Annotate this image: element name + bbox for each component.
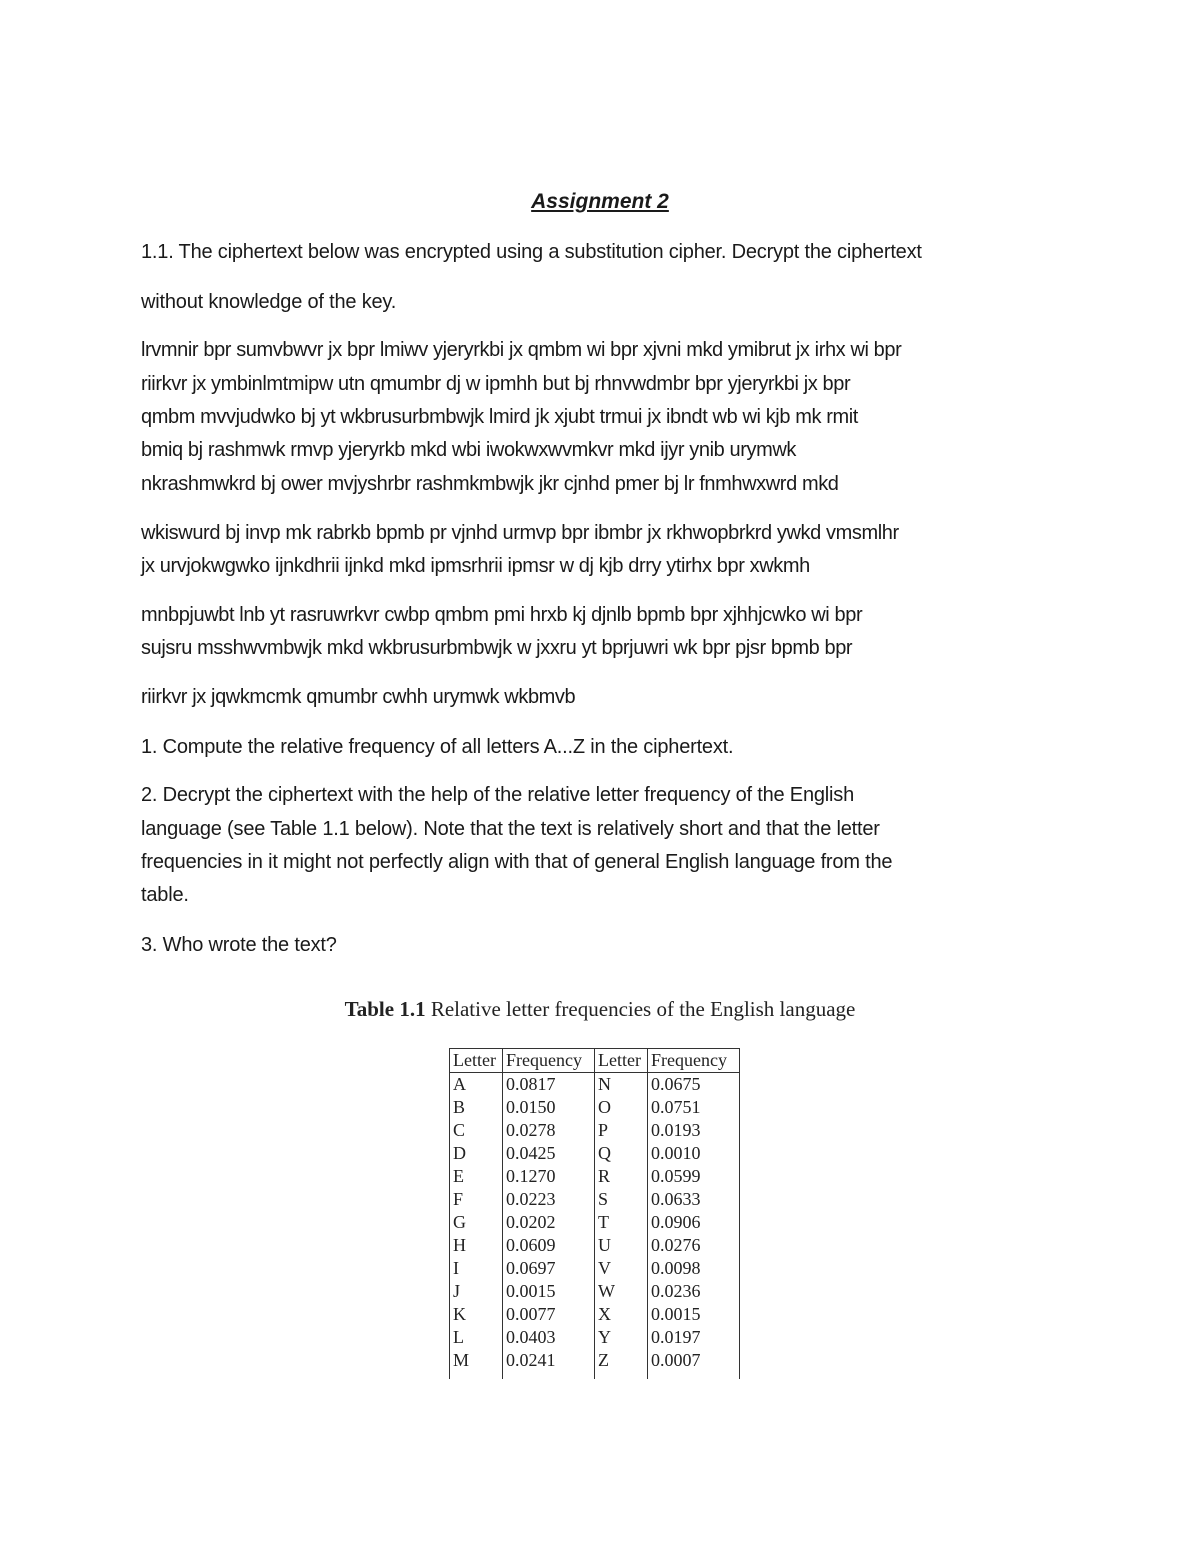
table-caption [0, 997, 1200, 1022]
ciphertext-line: sujsru msshwvmbwjk mkd wkbrusurbmbwjk w jxxru yt bprjuwri wk bpr pjsr bpmb bpr [141, 637, 853, 659]
question-2-line: language (see Table 1.1 below). Note that the text is relatively short and that the letter [141, 818, 880, 840]
letter-cell: M [450, 1349, 503, 1379]
header-letter: Letter [450, 1049, 503, 1073]
question-2-line: table. [141, 884, 189, 906]
letter-cell: G [450, 1211, 503, 1234]
frequency-cell: 0.0403 [503, 1326, 595, 1349]
intro-line: 1.1. The ciphertext below was encrypted using a substitution cipher. Decrypt the ciphertext [141, 241, 922, 263]
letter-cell: A [450, 1073, 503, 1097]
frequency-cell: 0.0236 [648, 1280, 740, 1303]
letter-cell: U [595, 1234, 648, 1257]
table-row [450, 1165, 740, 1188]
letter-cell: L [450, 1326, 503, 1349]
frequency-cell: 0.0599 [648, 1165, 740, 1188]
table-row [450, 1257, 740, 1280]
table-body [450, 1073, 740, 1380]
table-row [450, 1096, 740, 1119]
letter-cell: C [450, 1119, 503, 1142]
question-2-line: frequencies in it might not perfectly align with that of general English language from the [141, 851, 893, 873]
frequency-cell: 0.0098 [648, 1257, 740, 1280]
letter-cell: J [450, 1280, 503, 1303]
frequency-cell: 0.0751 [648, 1096, 740, 1119]
letter-cell: Q [595, 1142, 648, 1165]
frequency-cell: 0.0278 [503, 1119, 595, 1142]
question-3: 3. Who wrote the text? [141, 934, 337, 956]
ciphertext-line: jx urvjokwgwko ijnkdhrii ijnkd mkd ipmsrhrii ipmsr w dj kjb drry ytirhx bpr xwkmh [141, 555, 810, 577]
letter-frequency-table [449, 1048, 740, 1379]
frequency-cell: 0.0817 [503, 1073, 595, 1097]
frequency-cell: 0.0609 [503, 1234, 595, 1257]
table-row [450, 1349, 740, 1379]
ciphertext-line: wkiswurd bj invp mk rabrkb bpmb pr vjnhd urmvp bpr ibmbr jx rkhwopbrkrd ywkd vmsmlhr [141, 522, 899, 544]
table-row [450, 1280, 740, 1303]
frequency-cell: 0.0150 [503, 1096, 595, 1119]
document-title: Assignment 2 [531, 190, 669, 213]
question-2-line: 2. Decrypt the ciphertext with the help of the relative letter frequency of the English [141, 784, 855, 806]
question-1: 1. Compute the relative frequency of all letters A...Z in the ciphertext. [141, 736, 734, 758]
letter-cell: T [595, 1211, 648, 1234]
letter-cell: X [595, 1303, 648, 1326]
table-row [450, 1142, 740, 1165]
frequency-cell: 0.0077 [503, 1303, 595, 1326]
letter-cell: E [450, 1165, 503, 1188]
table-row [450, 1073, 740, 1097]
ciphertext-line: mnbpjuwbt lnb yt rasruwrkvr cwbp qmbm pmi hrxb kj djnlb bpmb bpr xjhhjcwko wi bpr [141, 604, 863, 626]
letter-cell: D [450, 1142, 503, 1165]
frequency-cell: 0.1270 [503, 1165, 595, 1188]
frequency-cell: 0.0202 [503, 1211, 595, 1234]
frequency-cell: 0.0223 [503, 1188, 595, 1211]
table-caption-text: Relative letter frequencies of the English language [425, 997, 856, 1021]
letter-cell: O [595, 1096, 648, 1119]
letter-cell: S [595, 1188, 648, 1211]
letter-cell: Z [595, 1349, 648, 1379]
letter-cell: H [450, 1234, 503, 1257]
frequency-cell: 0.0015 [503, 1280, 595, 1303]
letter-cell: I [450, 1257, 503, 1280]
letter-cell: Y [595, 1326, 648, 1349]
letter-cell: R [595, 1165, 648, 1188]
header-letter: Letter [595, 1049, 648, 1073]
frequency-cell: 0.0193 [648, 1119, 740, 1142]
table-row [450, 1188, 740, 1211]
table-caption-label: Table 1.1 [344, 997, 426, 1021]
frequency-cell: 0.0906 [648, 1211, 740, 1234]
frequency-cell: 0.0425 [503, 1142, 595, 1165]
table-row [450, 1234, 740, 1257]
table-header-row [450, 1049, 740, 1073]
header-frequency: Frequency [648, 1049, 740, 1073]
frequency-cell: 0.0197 [648, 1326, 740, 1349]
frequency-cell: 0.0015 [648, 1303, 740, 1326]
ciphertext-line: riirkvr jx jqwkmcmk qmumbr cwhh urymwk wkbmvb [141, 686, 576, 708]
frequency-cell: 0.0241 [503, 1349, 595, 1379]
table-row [450, 1211, 740, 1234]
letter-cell: W [595, 1280, 648, 1303]
table-row [450, 1303, 740, 1326]
ciphertext-line: riirkvr jx ymbinlmtmipw utn qmumbr dj w ipmhh but bj rhnvwdmbr bpr yjeryrkbi jx bpr [141, 373, 851, 395]
ciphertext-line: lrvmnir bpr sumvbwvr jx bpr lmiwv yjeryrkbi jx qmbm wi bpr xjvni mkd ymibrut jx irhx wi bpr [141, 339, 902, 361]
frequency-cell: 0.0633 [648, 1188, 740, 1211]
letter-cell: K [450, 1303, 503, 1326]
frequency-cell: 0.0276 [648, 1234, 740, 1257]
letter-cell: P [595, 1119, 648, 1142]
letter-cell: N [595, 1073, 648, 1097]
ciphertext-line: nkrashmwkrd bj ower mvjyshrbr rashmkmbwjk jkr cjnhd pmer bj lr fnmhwxwrd mkd [141, 473, 839, 495]
letter-cell: F [450, 1188, 503, 1211]
intro-line: without knowledge of the key. [141, 291, 397, 313]
header-frequency: Frequency [503, 1049, 595, 1073]
frequency-cell: 0.0010 [648, 1142, 740, 1165]
table-row [450, 1119, 740, 1142]
frequency-cell: 0.0675 [648, 1073, 740, 1097]
letter-cell: V [595, 1257, 648, 1280]
letter-cell: B [450, 1096, 503, 1119]
frequency-cell: 0.0697 [503, 1257, 595, 1280]
ciphertext-line: bmiq bj rashmwk rmvp yjeryrkb mkd wbi iwokwxwvmkvr mkd ijyr ynib urymwk [141, 439, 797, 461]
ciphertext-line: qmbm mvvjudwko bj yt wkbrusurbmbwjk lmird jk xjubt trmui jx ibndt wb wi kjb mk rmit [141, 406, 858, 428]
table-row [450, 1326, 740, 1349]
frequency-cell: 0.0007 [648, 1349, 740, 1379]
